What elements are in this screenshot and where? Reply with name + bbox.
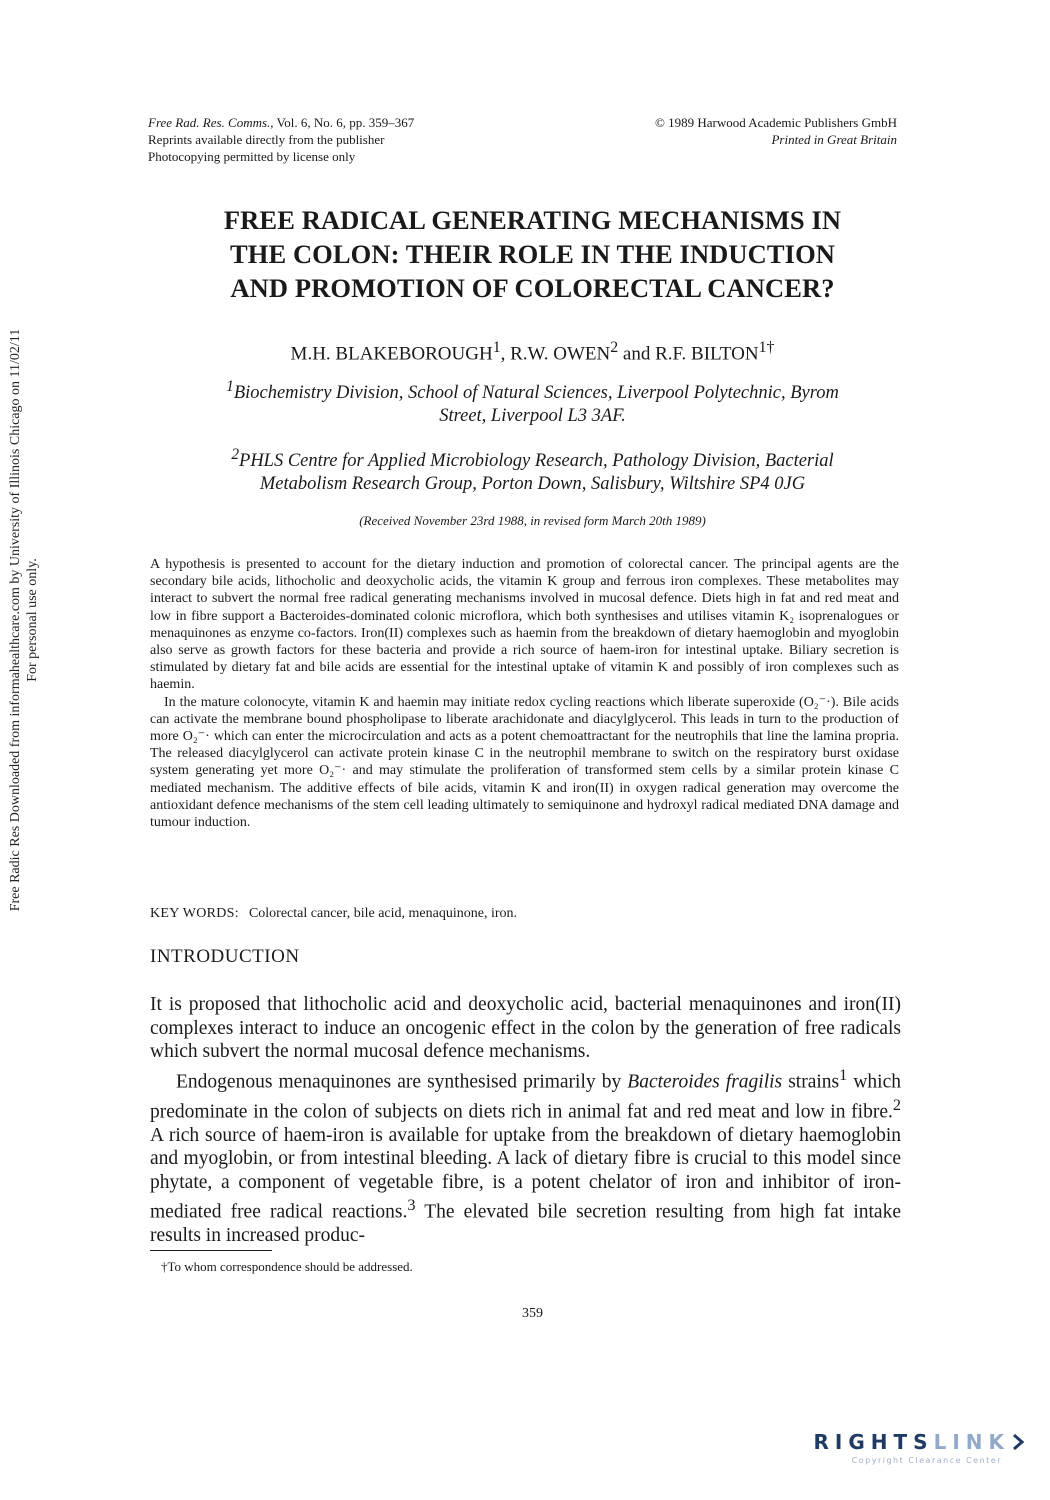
body-paragraph: It is proposed that lithocholic acid and deoxycholic acid, bacterial menaquinones and iron(II) complexes interact to induce an oncogenic effect in the colon by the generation of free radicals which subvert the normal mucosal defence mechanisms. bbox=[150, 994, 901, 1062]
printed-line: Printed in Great Britain bbox=[771, 132, 897, 147]
journal-volume: , Vol. 6, No. 6, pp. 359–367 bbox=[270, 115, 415, 130]
body-text: The elevated bile secretion resulting from high fat intake results in increased produc- bbox=[150, 1201, 901, 1246]
reference-mark: 1 bbox=[839, 1065, 848, 1084]
paper-title bbox=[150, 203, 915, 305]
keywords bbox=[150, 906, 517, 922]
species-name: Bacteroides fragilis bbox=[627, 1071, 783, 1092]
keywords-text: Colorectal cancer, bile acid, menaquinone, iron. bbox=[248, 906, 518, 921]
rightslink-logo bbox=[796, 1430, 1028, 1470]
publisher-header bbox=[655, 114, 897, 148]
affiliation-text: PHLS Centre for Applied Microbiology Research, Pathology Division, Bacterial bbox=[239, 451, 834, 472]
author-name: and R.F. BILTON bbox=[618, 343, 759, 365]
download-notice-line2: For personal use only. bbox=[25, 558, 40, 682]
author-name: M.H. BLAKEBOROUGH bbox=[290, 343, 493, 365]
affiliation-2 bbox=[150, 443, 915, 496]
logo-subtitle: Copyright Clearance Center bbox=[851, 1456, 1002, 1465]
body-text: Endogenous menaquinones are synthesised primarily by bbox=[176, 1071, 628, 1092]
reprints-note: Reprints available directly from the publisher bbox=[148, 132, 385, 147]
body-text: which predominate in the colon of subjects on diets rich in animal fat and red meat and low in fibre. bbox=[150, 1071, 901, 1122]
affiliation-mark: 2 bbox=[610, 339, 619, 356]
reference-mark: 3 bbox=[407, 1196, 416, 1214]
footnote-rule bbox=[150, 1250, 272, 1251]
logo-text: RIGHTS bbox=[813, 1430, 934, 1454]
reference-mark: 2 bbox=[892, 1095, 901, 1114]
title-line: THE COLON: THEIR ROLE IN THE INDUCTION bbox=[229, 239, 836, 269]
logo-text: LINK bbox=[933, 1430, 1010, 1454]
affiliation-mark: 1† bbox=[758, 339, 775, 356]
body-text: A rich source of haem-iron is available for uptake from the breakdown of dietary haemoglobin and myoglobin, or from intestinal bleeding. A lack of dietary fibre is crucial to this model since phytate, a component of vegetable fibre, is a potent chelator of iron and inhibitor of iron-mediated free radical reactions. bbox=[150, 1124, 901, 1223]
abstract-paragraph: A hypothesis is presented to account for the dietary induction and promotion of colorectal cancer. The principal agents are the secondary bile acids, lithocholic and deoxycholic acids, the vitamin K group and ferrous iron complexes. These metabolites may interact to subvert the normal free radical generating mechanisms involved in mucosal defence. Diets high in fat and red meat and low in fibre support a Bacteroides-dominated colonic microflora, which both synthesises and utilises vitamin K₂ isoprenalogues or menaquinones as enzyme co-factors. Iron(II) complexes such as haemin from the breakdown of dietary haemoglobin and myoglobin also serve as growth factors for these bacteria and provide a rich source of haem-iron for intestinal uptake. Biliary secretion is stimulated by dietary fat and bile acids are essential for the intestinal uptake of vitamin K and possibly of iron complexes such as haemin. bbox=[150, 557, 899, 693]
page-number: 359 bbox=[522, 1306, 543, 1321]
author-list bbox=[150, 339, 915, 365]
copyright-line: © 1989 Harwood Academic Publishers GmbH bbox=[654, 115, 897, 130]
title-line: FREE RADICAL GENERATING MECHANISMS IN bbox=[223, 205, 842, 235]
section-heading-introduction: INTRODUCTION bbox=[150, 946, 300, 967]
photocopy-note: Photocopying permitted by license only bbox=[148, 149, 356, 164]
affiliation-text: Metabolism Research Group, Porton Down, Salisbury, Wiltshire SP4 0JG bbox=[259, 474, 806, 495]
download-notice bbox=[7, 160, 41, 1080]
chevron-logo-icon bbox=[1010, 1433, 1028, 1451]
affiliation-text: Street, Liverpool L3 3AF. bbox=[439, 406, 626, 427]
abstract bbox=[150, 556, 899, 831]
introduction-body bbox=[150, 993, 901, 1248]
affiliation-mark: 1 bbox=[492, 339, 501, 356]
download-notice-line1: Free Radic Res Downloaded from informahealthcare.com by University of Illinois Chicago on 11/02/11 bbox=[8, 328, 23, 912]
title-line: AND PROMOTION OF COLORECTAL CANCER? bbox=[230, 273, 835, 303]
keywords-label: KEY WORDS: bbox=[150, 906, 239, 921]
journal-header bbox=[148, 114, 414, 165]
affiliation-1 bbox=[150, 375, 915, 428]
affiliation-mark: 1 bbox=[226, 378, 234, 395]
body-text: strains bbox=[782, 1071, 840, 1092]
received-dates: (Received November 23rd 1988, in revised form March 20th 1989) bbox=[359, 513, 706, 528]
author-name: , R.W. OWEN bbox=[500, 343, 611, 365]
affiliation-mark: 2 bbox=[231, 446, 240, 463]
journal-name: Free Rad. Res. Comms. bbox=[148, 115, 271, 130]
affiliation-text: Biochemistry Division, School of Natural Sciences, Liverpool Polytechnic, Byrom bbox=[233, 383, 839, 404]
footnote: †To whom correspondence should be addressed. bbox=[161, 1259, 413, 1274]
body-paragraph bbox=[150, 1064, 901, 1248]
abstract-paragraph: In the mature colonocyte, vitamin K and haemin may initiate redox cycling reactions which liberate superoxide (O₂⁻·). Bile acids can activate the membrane bound phospholipase to liberate arachidonate and diacylglycerol. This leads in turn to the production of more O₂⁻· which can enter the microcirculation and acts as a potent chemoattractant for the neutrophils that line the lamina propria. The released diacylglycerol can activate protein kinase C in the neutrophil membrane to switch on the respiratory burst oxidase system generating yet more O₂⁻· and may stimulate the proliferation of transformed stem cells by a similar protein kinase C mediated mechanism. The additive effects of bile acids, vitamin K and iron(II) in oxygen radical generation may overcome the antioxidant defence mechanisms of the stem cell leading ultimately to semiquinone and hydroxyl radical mediated DNA damage and tumour induction. bbox=[150, 694, 899, 831]
